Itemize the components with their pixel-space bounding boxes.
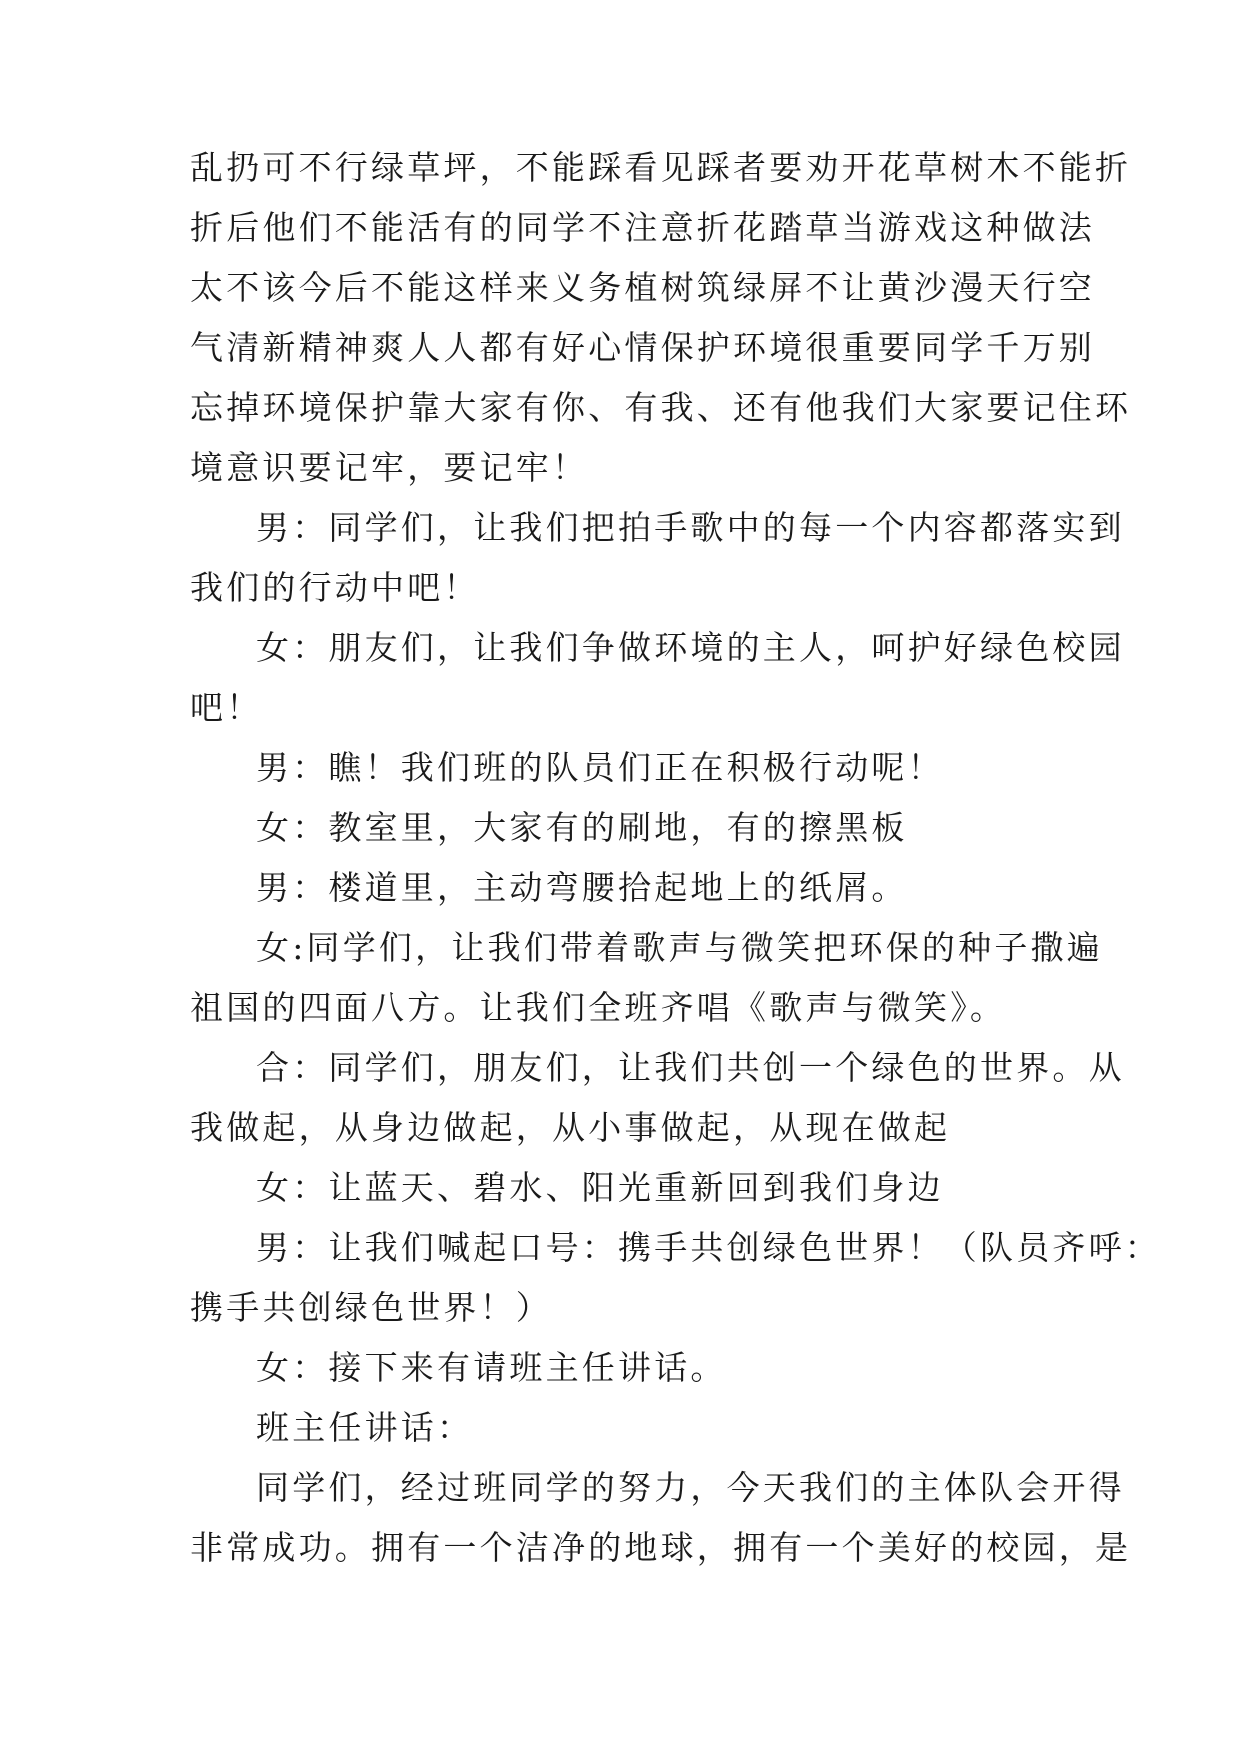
text-line: 境意识要记牢，要记牢！ <box>190 448 589 487</box>
dialogue-line: 合：同学们，朋友们，让我们共创一个绿色的世界。从 <box>256 1048 1125 1087</box>
text-line: 我们的行动中吧！ <box>190 568 480 607</box>
text-line: 太不该今后不能这样来义务植树筑绿屏不让黄沙漫天行空 <box>190 268 1095 307</box>
dialogue-line: 女：让蓝天、碧水、阳光重新回到我们身边 <box>256 1168 944 1207</box>
text-line: 乱扔可不行绿草坪，不能踩看见踩者要劝开花草树木不能折 <box>190 148 1132 187</box>
text-line: 忘掉环境保护靠大家有你、有我、还有他我们大家要记住环 <box>190 388 1132 427</box>
dialogue-line: 女:同学们，让我们带着歌声与微笑把环保的种子撒遍 <box>256 928 1103 967</box>
dialogue-line: 女：教室里，大家有的刷地，有的擦黑板 <box>256 808 908 847</box>
text-line: 携手共创绿色世界！） <box>190 1288 552 1327</box>
dialogue-line: 男：楼道里，主动弯腰拾起地上的纸屑。 <box>256 868 908 907</box>
text-line: 祖国的四面八方。让我们全班齐唱《歌声与微笑》。 <box>190 988 1007 1027</box>
section-heading: 班主任讲话： <box>256 1408 474 1447</box>
paragraph-line: 同学们，经过班同学的努力，今天我们的主体队会开得 <box>256 1468 1125 1507</box>
dialogue-line: 男：让我们喊起口号：携手共创绿色世界！（队员齐呼： <box>256 1228 1161 1267</box>
text-line: 吧！ <box>190 688 263 727</box>
text-line: 我做起，从身边做起，从小事做起，从现在做起 <box>190 1108 951 1147</box>
text-line: 非常成功。拥有一个洁净的地球，拥有一个美好的校园，是 <box>190 1528 1132 1567</box>
text-line: 气清新精神爽人人都有好心情保护环境很重要同学千万别 <box>190 328 1095 367</box>
dialogue-line: 女：接下来有请班主任讲话。 <box>256 1348 727 1387</box>
dialogue-line: 男：瞧！我们班的队员们正在积极行动呢！ <box>256 748 944 787</box>
dialogue-line: 女：朋友们，让我们争做环境的主人，呵护好绿色校园 <box>256 628 1125 667</box>
dialogue-line: 男：同学们，让我们把拍手歌中的每一个内容都落实到 <box>256 508 1125 547</box>
text-line: 折后他们不能活有的同学不注意折花踏草当游戏这种做法 <box>190 208 1095 247</box>
